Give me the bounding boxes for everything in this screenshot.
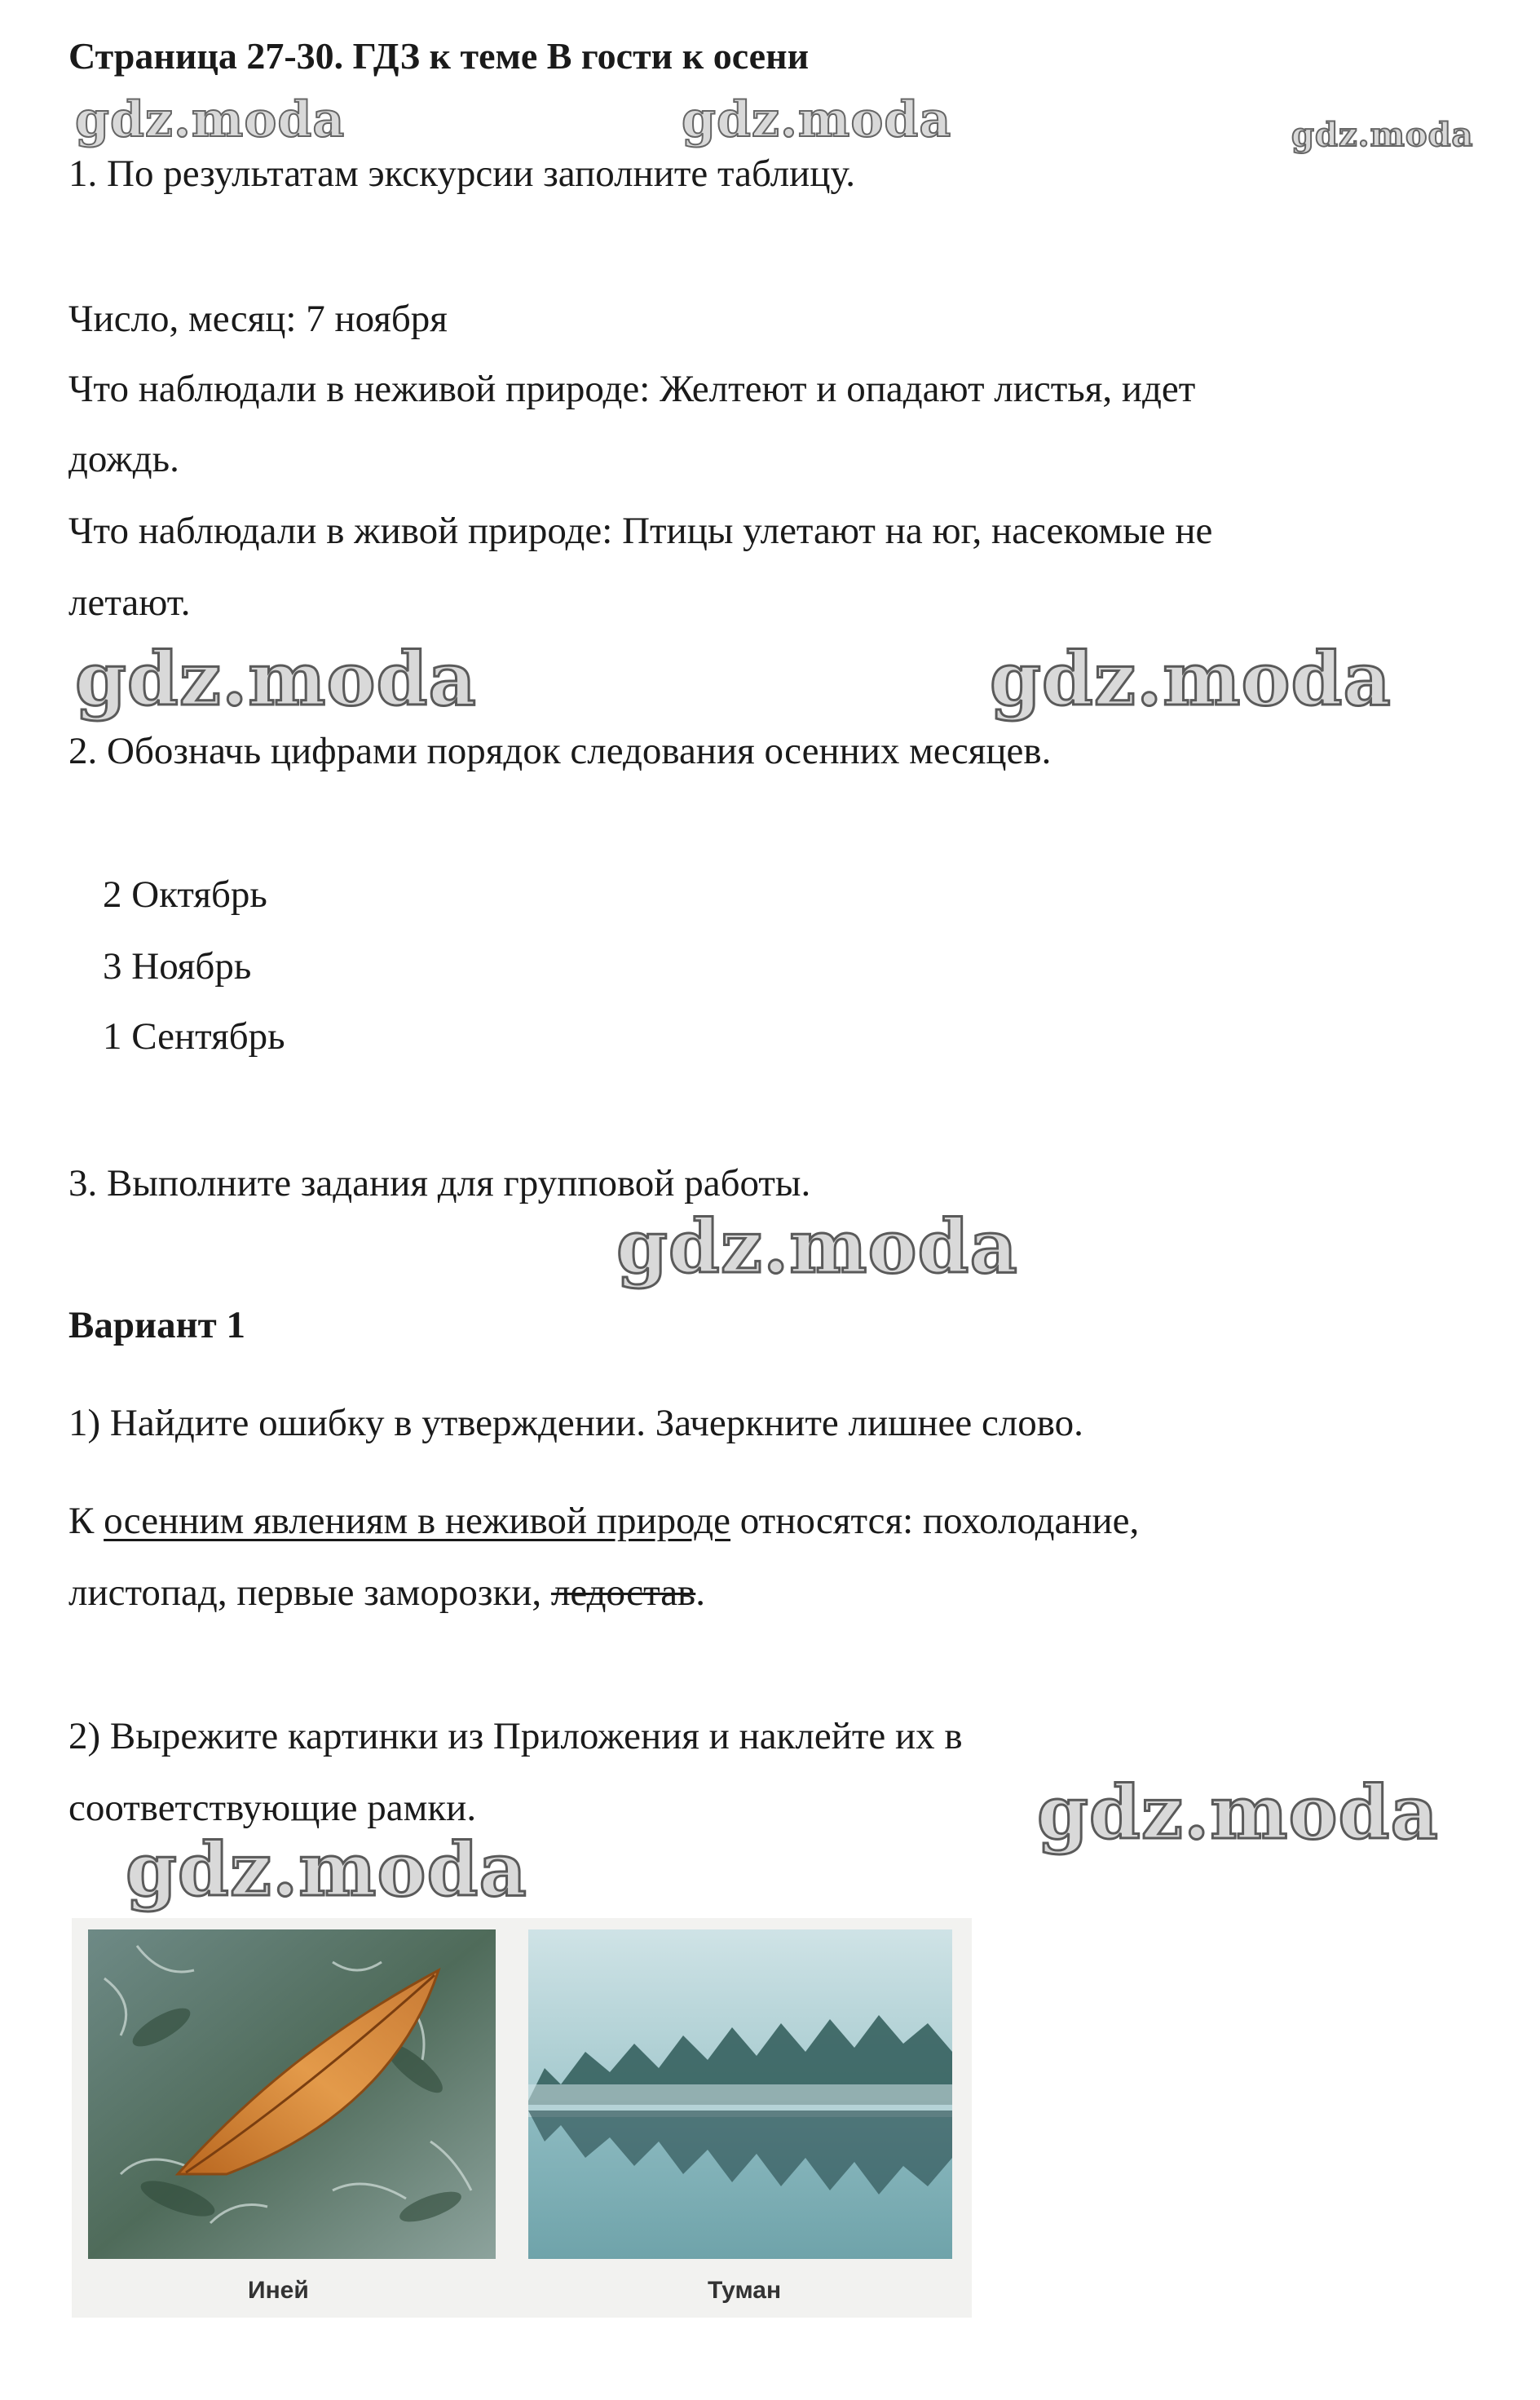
watermark: gdz.moda: [75, 636, 477, 723]
task3-sub2-line1: 2) Вырежите картинки из Приложения и наклейте их в: [68, 1715, 963, 1757]
photo-panel: [72, 1918, 972, 2318]
task1-date: Число, месяц: 7 ноября: [68, 298, 448, 340]
struck-word: ледостав: [550, 1571, 696, 1614]
photo-caption-fog: Туман: [708, 2277, 782, 2304]
month-item: 3 Ноябрь: [103, 945, 252, 988]
task3-sub1-statement-cont: [68, 1571, 705, 1615]
statement-line2: листопад, первые заморозки,: [68, 1571, 551, 1614]
underlined-phrase: осенним явлениям в неживой природе: [104, 1500, 731, 1542]
month-item: 2 Октябрь: [103, 873, 267, 916]
watermark: gdz.moda: [616, 1204, 1018, 1290]
statement-prefix: К: [68, 1500, 104, 1542]
fog-lake-photo: [528, 1929, 952, 2259]
task2-question: 2. Обозначь цифрами порядок следования осенних месяцев.: [68, 730, 1052, 772]
task1-nonliving: Что наблюдали в неживой природе: Желтеют и опадают листья, идет: [68, 368, 1196, 410]
task1-living: Что наблюдали в живой природе: Птицы улетают на юг, насекомые не: [68, 510, 1213, 552]
watermark: gdz.moda: [990, 636, 1392, 723]
frost-leaf-photo: [88, 1929, 496, 2259]
month-item: 1 Сентябрь: [103, 1015, 285, 1058]
task3-sub2-line2: соответствующие рамки.: [68, 1787, 477, 1829]
watermark: gdz.moda: [682, 91, 952, 148]
task1-question: 1. По результатам экскурсии заполните таблицу.: [68, 152, 856, 195]
watermark: gdz.moda: [126, 1827, 527, 1913]
statement-end: .: [695, 1571, 705, 1614]
photo-caption-frost: Иней: [248, 2277, 309, 2304]
task3-sub1-question: 1) Найдите ошибку в утверждении. Зачеркните лишнее слово.: [68, 1402, 1083, 1444]
watermark: gdz.moda: [1291, 116, 1474, 154]
statement-rest: относятся: похолодание,: [730, 1500, 1140, 1542]
task3-question: 3. Выполните задания для групповой работы.: [68, 1162, 811, 1204]
watermark: gdz.moda: [75, 91, 346, 148]
watermark: gdz.moda: [1037, 1770, 1439, 1856]
task1-nonliving-cont: дождь.: [68, 438, 179, 480]
task1-living-cont: летают.: [68, 581, 191, 624]
variant-heading: Вариант 1: [68, 1304, 245, 1346]
page-title: Страница 27-30. ГДЗ к теме В гости к осени: [68, 35, 810, 77]
task3-sub1-statement: [68, 1499, 1139, 1543]
